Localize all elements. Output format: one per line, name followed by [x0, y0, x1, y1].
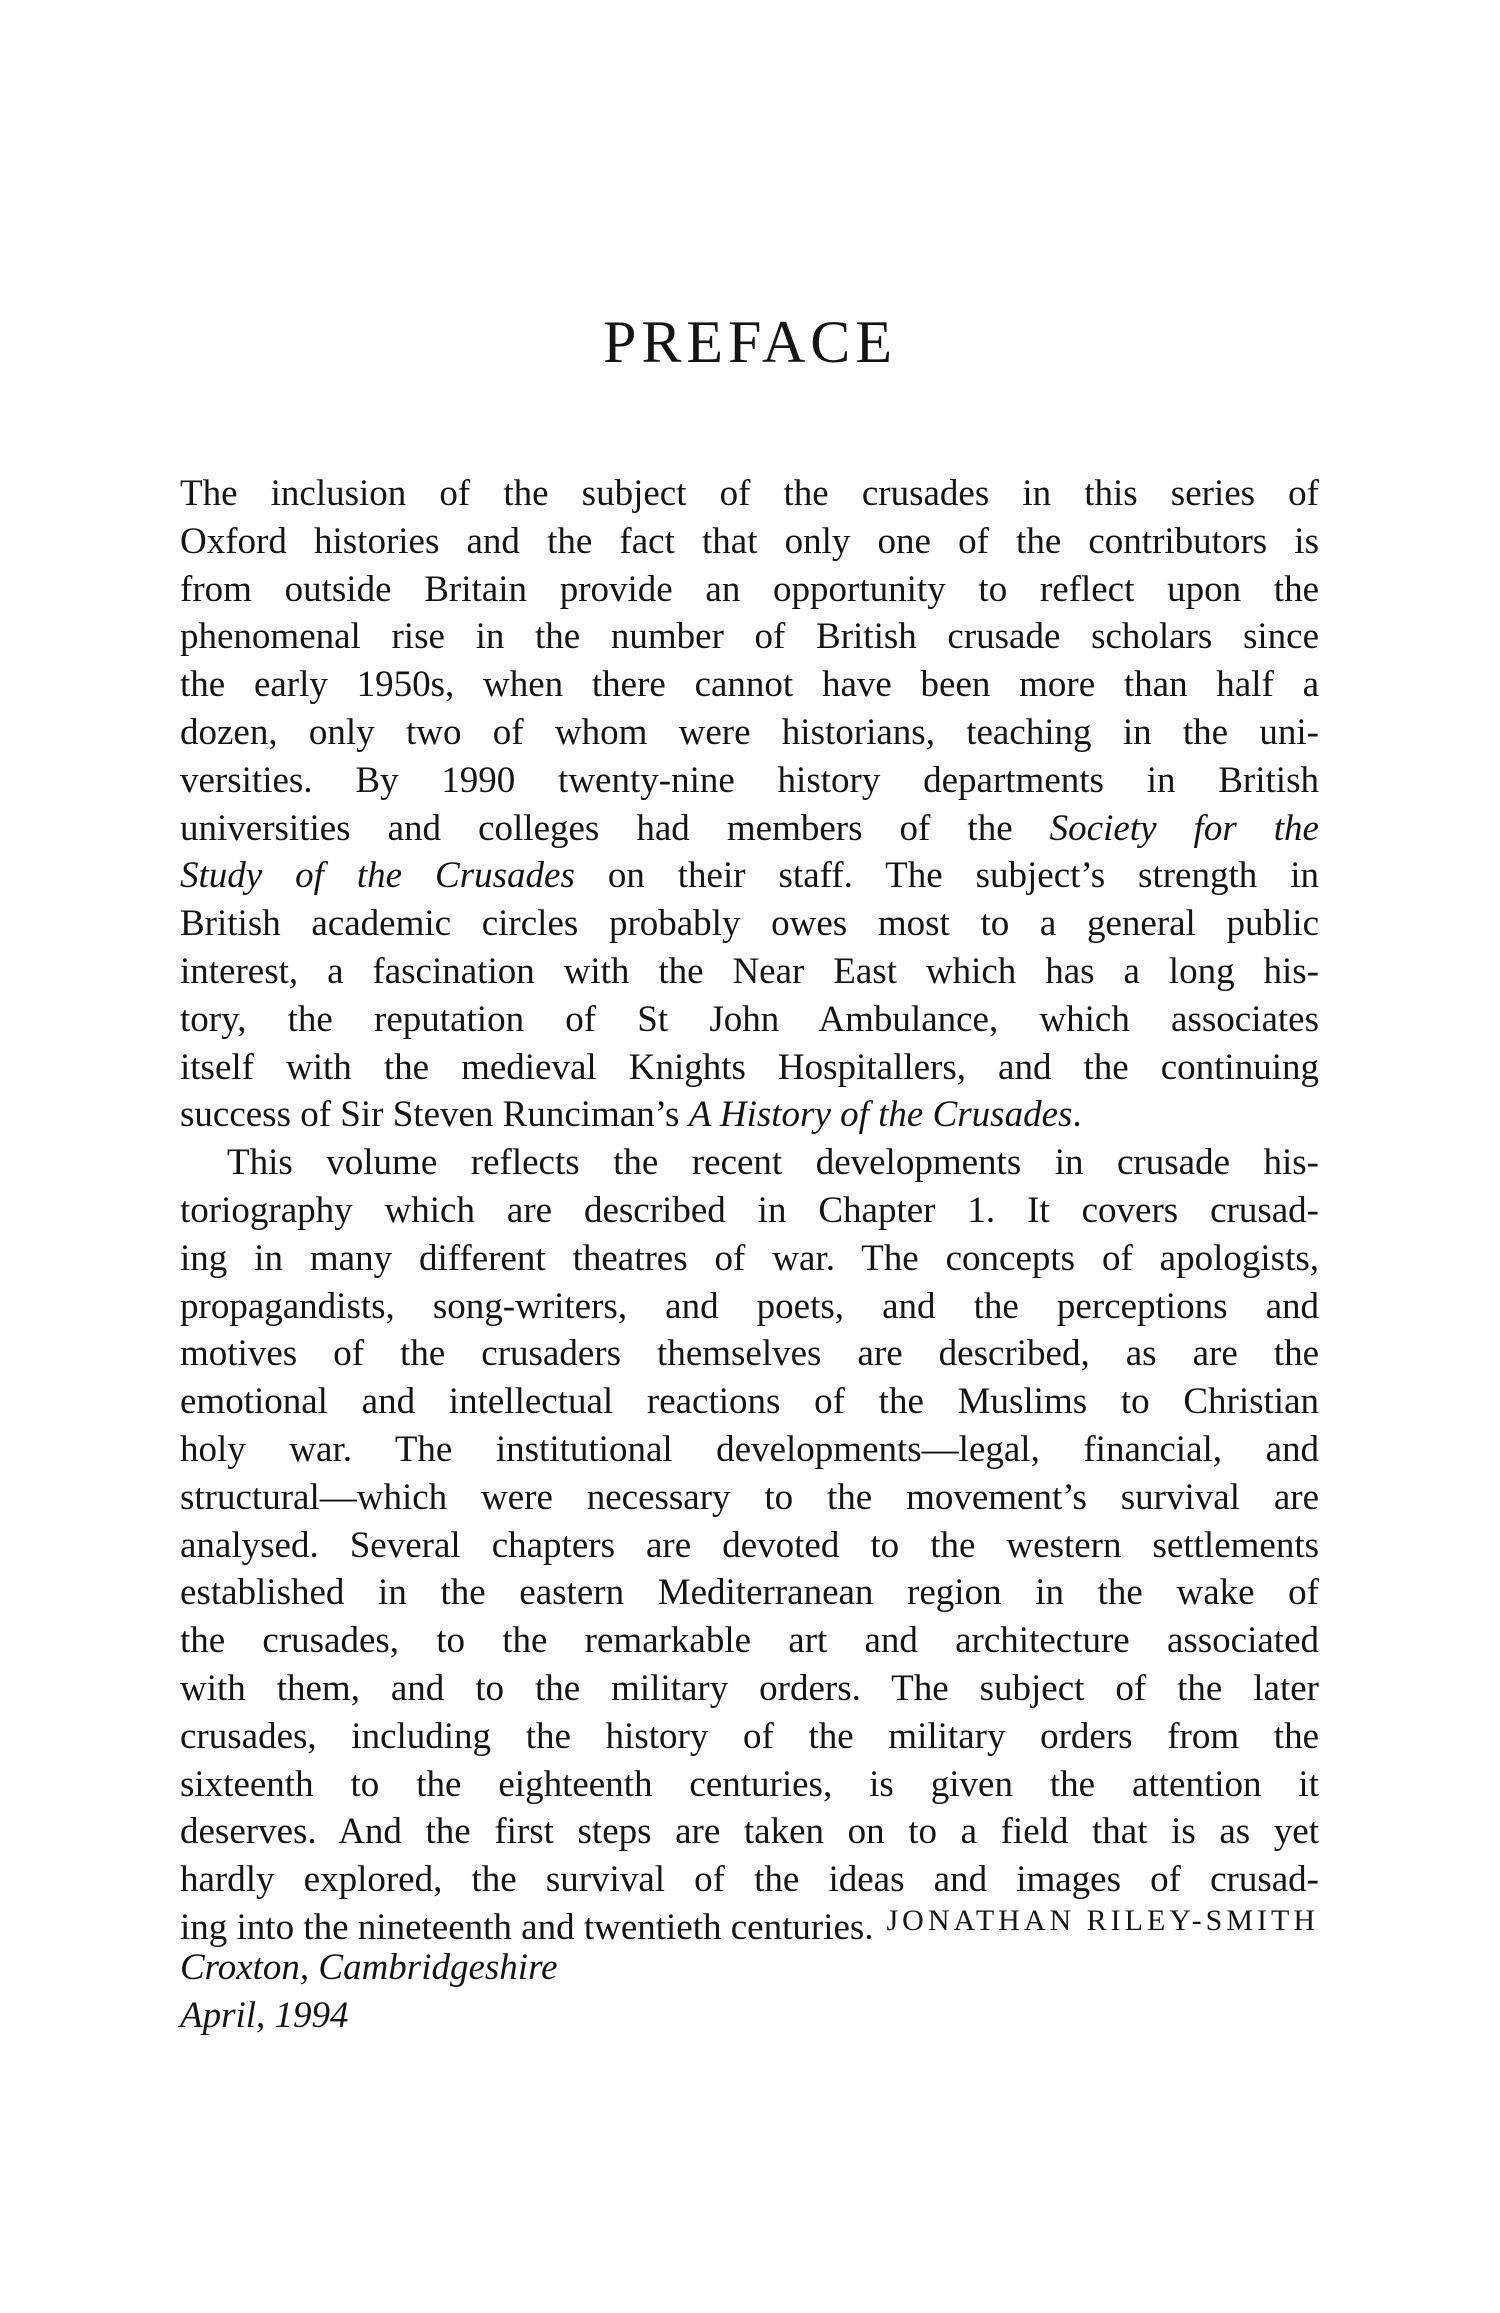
text-line [180, 470, 1319, 518]
line-text: sixteenth to the eighteenth centuries, is given the attention it [180, 1763, 1319, 1805]
line-text: from outside Britain provide an opportunity to reflect upon the [180, 568, 1319, 610]
line-text: tory, the reputation of St John Ambulance, which associates [180, 998, 1319, 1040]
preface-body [180, 470, 1319, 1952]
line-text: British academic circles probably owes most to a general public [180, 903, 1319, 945]
line-text: interest, a fascination with the Near East which has a long his- [180, 950, 1319, 992]
text-line [180, 757, 1319, 805]
author-name: JONATHAN RILEY-SMITH [886, 1904, 1319, 1937]
line-text: This volume reflects the recent developments in crusade his- [227, 1142, 1319, 1184]
text-line [180, 1665, 1319, 1713]
line-text: ing in many different theatres of war. The concepts of apologists, [180, 1237, 1319, 1279]
text-line [180, 1330, 1319, 1378]
line-text: the crusades, to the remarkable art and architecture associated [180, 1620, 1319, 1662]
line-text: motives of the crusaders themselves are described, as are the [180, 1333, 1319, 1375]
signature-date: April, 1994 [180, 1995, 349, 2036]
text-line [180, 1856, 1319, 1904]
line-text: phenomenal rise in the number of British crusade scholars since [180, 616, 1319, 658]
line-text: itself with the medieval Knights Hospitallers, and the continuing [180, 1046, 1319, 1088]
paragraph-2 [180, 1139, 1319, 1952]
text-line [180, 805, 1319, 853]
text-line [180, 1044, 1319, 1092]
text-line [180, 613, 1319, 661]
text-line [180, 566, 1319, 614]
line-text: holy war. The institutional developments—legal, financial, and [180, 1428, 1319, 1470]
line-text: crusades, including the history of the military orders from the [180, 1715, 1319, 1757]
italic-title-text: Society for the [1049, 807, 1319, 849]
paragraph-1 [180, 470, 1319, 1139]
line-text: emotional and intellectual reactions of the Muslims to Christian [180, 1381, 1319, 1423]
line-text: success of Sir Steven Runciman’s [180, 1094, 689, 1136]
signature-place: Croxton, Cambridgeshire [180, 1947, 558, 1988]
line-text: universities and colleges had members of the [180, 807, 1050, 849]
text-line [180, 1139, 1319, 1187]
text-line [180, 1187, 1319, 1235]
text-line [180, 709, 1319, 757]
text-line [180, 852, 1319, 900]
text-line [180, 1235, 1319, 1283]
line-text: on their staff. The subject’s strength in [574, 855, 1320, 897]
line-text: hardly explored, the survival of the ideas and images of crusad- [180, 1859, 1319, 1901]
text-line [180, 1808, 1319, 1856]
text-line [180, 1091, 1319, 1139]
line-text: Oxford histories and the fact that only one of the contributors is [180, 520, 1319, 562]
text-line [180, 1474, 1319, 1522]
text-line [180, 1617, 1319, 1665]
text-line [180, 518, 1319, 566]
line-text: with them, and to the military orders. The subject of the later [180, 1667, 1319, 1709]
page-title: PREFACE [603, 309, 897, 375]
text-line [180, 1283, 1319, 1331]
line-text: toriography which are described in Chapter 1. It covers crusad- [180, 1189, 1319, 1231]
line-text: analysed. Several chapters are devoted to the western settlements [180, 1524, 1319, 1566]
text-line [180, 996, 1319, 1044]
text-line [180, 1569, 1319, 1617]
line-text: . [1072, 1094, 1082, 1136]
text-line [180, 1713, 1319, 1761]
italic-title-text: Study of the Crusades [180, 855, 575, 897]
line-text: The inclusion of the subject of the crusades in this series of [180, 473, 1319, 514]
line-text: versities. By 1990 twenty-nine history departments in British [180, 759, 1319, 801]
line-text: established in the eastern Mediterranean region in the wake of [180, 1572, 1319, 1614]
line-text: ing into the nineteenth and twentieth centuries. [180, 1906, 874, 1948]
text-line [180, 1522, 1319, 1570]
text-line [180, 661, 1319, 709]
line-text: deserves. And the first steps are taken on to a field that is as yet [180, 1811, 1319, 1853]
line-text: structural—which were necessary to the movement’s survival are [180, 1476, 1319, 1518]
text-line [180, 1761, 1319, 1809]
text-line [180, 1426, 1319, 1474]
line-text: dozen, only two of whom were historians, teaching in the uni- [180, 711, 1319, 753]
line-text: propagandists, song-writers, and poets, and the perceptions and [180, 1285, 1319, 1327]
line-text: the early 1950s, when there cannot have been more than half a [180, 664, 1319, 706]
text-line [180, 948, 1319, 996]
italic-title-text: A History of the Crusades [688, 1094, 1073, 1136]
text-line [180, 1378, 1319, 1426]
text-line [180, 900, 1319, 948]
